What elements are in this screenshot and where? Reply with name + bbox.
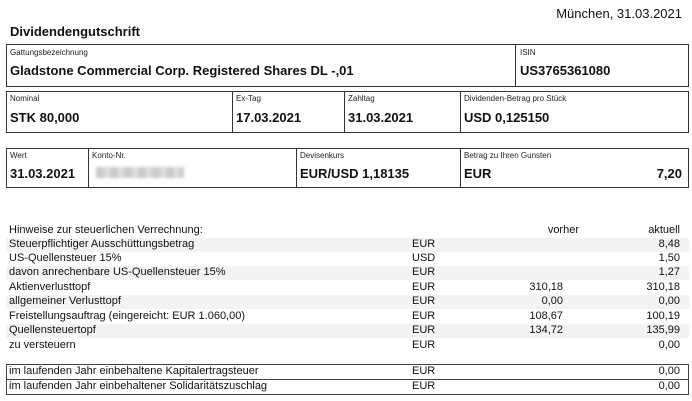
zahltag-label: Zahltag [348,94,375,103]
tax-row-label: zu versteuern [9,339,76,351]
tax-row-label: Steuerpflichtiger Ausschüttungsbetrag [9,238,195,250]
dividend-label: Dividenden-Betrag pro Stück [464,94,567,103]
security-name-label: Gattungsbezeichnung [10,48,88,57]
withheld-row [6,365,689,379]
tax-row [6,266,689,280]
divider [344,91,345,133]
withheld-row-currency: EUR [412,380,436,392]
tax-row [6,238,689,252]
tax-row-currency: EUR [412,339,436,351]
withheld-row-aktuell: 0,00 [658,380,680,392]
tax-row-aktuell: 1,27 [658,266,680,278]
kurs-label: Devisenkurs [300,151,345,160]
withheld-row-label: im laufenden Jahr einbehaltener Solidaritätszuschlag [9,380,268,392]
kurs-value: EUR/USD 1,18135 [300,166,410,181]
tax-row-label: US-Quellensteuer 15% [9,252,122,264]
betrag-label: Betrag zu Ihren Gunsten [464,151,552,160]
tax-row [6,295,689,309]
tax-row [6,252,689,266]
isin-label: ISIN [520,48,536,57]
tax-row-label: davon anrechenbare US-Quellensteuer 15% [9,266,226,278]
wert-label: Wert [10,151,27,160]
betrag-value: 7,20 [656,166,682,181]
withheld-row [6,380,689,394]
tax-row-vorher: 108,67 [529,310,563,322]
tax-row-currency: EUR [412,266,436,278]
tax-row-aktuell: 8,48 [658,238,680,250]
tax-row-currency: EUR [412,310,436,322]
betrag-currency: EUR [464,166,492,181]
divider [232,91,233,133]
tax-row-vorher: 134,72 [529,324,563,336]
tax-row-aktuell: 1,50 [658,252,680,264]
tax-row-currency: EUR [412,238,436,250]
security-name-value: Gladstone Commercial Corp. Registered Shares DL -,01 [10,63,354,78]
tax-header-row [6,224,689,238]
col-aktuell-header: aktuell [648,224,680,236]
tax-row-label: Freistellungsauftrag (eingereicht: EUR 1.060,00) [9,310,246,322]
dividend-value: USD 0,125150 [464,110,550,125]
tax-row [6,281,689,295]
tax-row-label: allgemeiner Verlusttopf [9,295,121,307]
extag-label: Ex-Tag [236,94,261,103]
withheld-row-aktuell: 0,00 [658,365,680,377]
tax-row [6,310,689,324]
nominal-label: Nominal [10,94,40,103]
tax-row [6,324,689,338]
tax-row-currency: EUR [412,281,436,293]
document-title: Dividendengutschrift [10,24,141,39]
divider [460,91,461,133]
redacted-account-number [96,167,184,178]
tax-row-aktuell: 0,00 [658,295,680,307]
tax-row-label: Quellensteuertopf [9,324,96,336]
divider [460,148,461,188]
tax-row-label: Aktienverlusttopf [9,281,91,293]
tax-row-currency: USD [412,252,436,264]
place-date: München, 31.03.2021 [556,6,682,21]
zahltag-value: 31.03.2021 [348,110,414,125]
konto-label: Konto-Nr. [92,151,126,160]
tax-heading: Hinweise zur steuerlichen Verrechnung: [9,224,203,236]
isin-value: US3765361080 [520,63,611,78]
nominal-value: STK 80,000 [10,110,80,125]
tax-row-aktuell: 310,18 [646,281,680,293]
tax-row-currency: EUR [412,324,436,336]
tax-row-currency: EUR [412,295,436,307]
tax-row-vorher: 0,00 [541,295,563,307]
divider [296,148,297,188]
tax-row [6,339,689,353]
tax-row-aktuell: 0,00 [658,339,680,351]
divider [88,148,89,188]
col-vorher-header: vorher [547,224,579,236]
wert-value: 31.03.2021 [10,166,76,181]
extag-value: 17.03.2021 [236,110,302,125]
tax-row-aktuell: 135,99 [646,324,680,336]
tax-row-aktuell: 100,19 [646,310,680,322]
withheld-row-label: im laufenden Jahr einbehaltene Kapitalertragsteuer [9,365,259,377]
withheld-row-currency: EUR [412,365,436,377]
divider [515,44,516,87]
tax-row-vorher: 310,18 [529,281,563,293]
